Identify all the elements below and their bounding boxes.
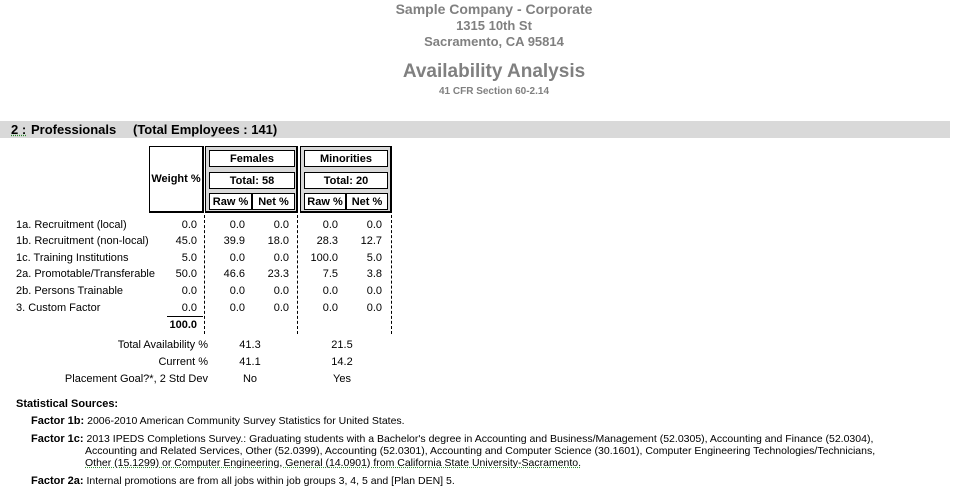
summary-label: Placement Goal?*, 2 Std Dev [64,373,208,385]
row-minority-raw: 0.0 [322,285,338,297]
source-factor-1c-line2: Accounting and Related Services, Other (52.0399), Accounting (52.0301), Accounting and Computer Science (30.1601), Computer Engineering Technologies/Technicians, [85,445,876,457]
source-key: Factor 2a: [31,475,84,487]
females-net-header [252,193,295,210]
row-minority-raw: 28.3 [316,235,338,247]
row-female-net: 0.0 [273,302,289,314]
section-title: Professionals [31,122,117,137]
females-raw-text: Raw % [212,195,249,208]
row-weight: 50.0 [175,268,197,280]
row-female-net: 0.0 [273,285,289,297]
minorities-net-text: Net % [351,195,383,208]
column-divider [391,215,392,334]
females-total-text: Total: 58 [229,174,275,187]
minorities-label [304,150,388,167]
summary-female: 41.1 [239,356,261,368]
females-label [209,150,295,167]
minorities-net-header [346,193,388,210]
row-female-net: 0.0 [273,252,289,264]
row-female-net: 0.0 [273,219,289,231]
summary-female: 41.3 [239,339,261,351]
females-total [209,172,295,189]
source-text: 2006-2010 American Community Survey Statistics for United States. [87,415,405,427]
minorities-label-text: Minorities [320,152,372,165]
summary-minority: 14.2 [331,356,353,368]
source-key: Factor 1b: [31,415,85,427]
row-female-raw: 46.6 [223,268,245,280]
weight-header [149,146,204,213]
report-subtitle: 41 CFR Section 60-2.14 [438,86,550,97]
section-code: 2 : [11,122,27,137]
summary-female: No [242,373,258,385]
minorities-raw-text: Raw % [307,195,343,208]
row-weight: 45.0 [175,235,197,247]
row-minority-net: 5.0 [366,252,382,264]
row-female-raw: 0.0 [229,219,245,231]
row-minority-net: 0.0 [366,219,382,231]
females-label-text: Females [229,152,275,165]
row-female-raw: 0.0 [229,302,245,314]
row-minority-net: 0.0 [366,285,382,297]
row-minority-net: 3.8 [366,268,382,280]
row-female-raw: 0.0 [229,285,245,297]
source-factor-1b [31,415,931,427]
row-weight: 0.0 [181,302,197,314]
weight-total: 100.0 [169,319,197,331]
row-female-raw: 0.0 [229,252,245,264]
row-label: 3. Custom Factor [16,302,101,314]
source-text: 2013 IPEDS Completions Survey.: Graduating students with a Bachelor's degree in Accounting and Business/Management (52.0305), Accounting and Finance (52.0304), [86,433,874,445]
weight-total-rule [167,316,203,317]
statistical-sources-title: Statistical Sources: [16,398,119,410]
row-minority-raw: 0.0 [322,219,338,231]
row-label: 2a. Promotable/Transferable [16,268,155,280]
report-title: Availability Analysis [402,61,586,82]
row-label: 1c. Training Institutions [16,252,129,264]
row-weight: 0.0 [181,285,197,297]
minorities-raw-header [304,193,346,210]
summary-minority: 21.5 [331,339,353,351]
source-key: Factor 1c: [31,433,84,445]
females-raw-header [209,193,252,210]
row-female-net: 23.3 [267,268,289,280]
source-factor-1c [31,433,956,445]
females-net-text: Net % [258,195,289,208]
source-factor-2a [31,475,931,487]
row-label: 2b. Persons Trainable [16,285,124,297]
minorities-total [304,172,388,189]
summary-label: Total Availability % [117,339,208,351]
row-minority-raw: 0.0 [322,302,338,314]
weight-header-label: Weight % [151,173,201,185]
row-minority-raw: 7.5 [322,268,338,280]
summary-minority: Yes [333,373,351,385]
company-address-line2: Sacramento, CA 95814 [424,34,564,49]
company-name: Sample Company - Corporate [395,1,593,17]
row-weight: 5.0 [181,252,197,264]
row-label: 1b. Recruitment (non-local) [16,235,149,247]
row-minority-net: 12.7 [360,235,382,247]
section-total-employees: (Total Employees : 141) [133,122,278,137]
row-female-net: 18.0 [267,235,289,247]
summary-label: Current % [158,356,208,368]
minorities-total-text: Total: 20 [323,174,369,187]
source-factor-1c-line3: Other (15.1299) or Computer Engineering, General (14.0901) from California State University-Sacramento. [85,457,582,469]
row-minority-raw: 100.0 [310,252,338,264]
company-address-line1: 1315 10th St [456,18,532,33]
source-text: Internal promotions are from all jobs within job groups 3, 4, 5 and [Plan DEN] 5. [86,475,455,487]
row-minority-net: 0.0 [366,302,382,314]
row-label: 1a. Recruitment (local) [16,219,127,231]
row-weight: 0.0 [181,219,197,231]
row-female-raw: 39.9 [223,235,245,247]
